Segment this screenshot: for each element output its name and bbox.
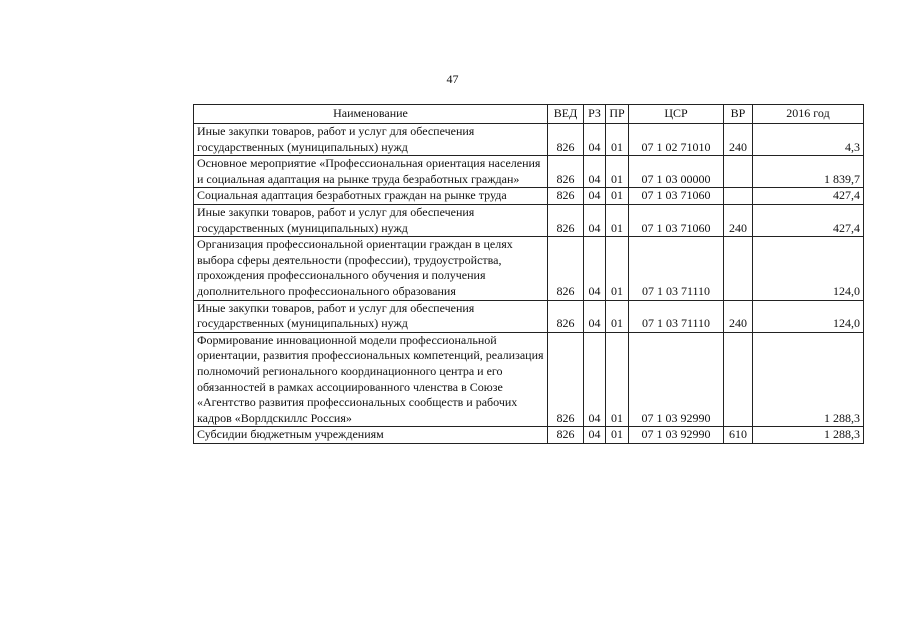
row-vr: 610 [724,427,753,444]
row-csr: 07 1 03 71060 [629,204,724,236]
row-csr: 07 1 03 71110 [629,237,724,300]
row-name: Субсидии бюджетным учреждениям [194,427,548,444]
row-pr: 01 [606,332,629,427]
row-csr: 07 1 02 71010 [629,124,724,156]
row-vr [724,156,753,188]
table-row [194,204,864,236]
row-ved: 826 [548,427,584,444]
row-value: 124,0 [753,300,864,332]
row-name: Иные закупки товаров, работ и услуг для обеспечения государственных (муниципальных) нужд [194,204,548,236]
header-ved: ВЕД [548,105,584,124]
row-vr [724,188,753,205]
row-rz: 04 [584,300,606,332]
row-csr: 07 1 03 71060 [629,188,724,205]
budget-table [193,104,864,444]
row-vr: 240 [724,300,753,332]
header-year: 2016 год [753,105,864,124]
header-csr: ЦСР [629,105,724,124]
header-pr: ПР [606,105,629,124]
row-ved: 826 [548,332,584,427]
row-csr: 07 1 03 92990 [629,332,724,427]
row-name: Социальная адаптация безработных граждан на рынке труда [194,188,548,205]
row-csr: 07 1 03 71110 [629,300,724,332]
table-row [194,188,864,205]
table-row [194,300,864,332]
row-rz: 04 [584,237,606,300]
row-value: 427,4 [753,204,864,236]
row-pr: 01 [606,427,629,444]
row-ved: 826 [548,156,584,188]
row-pr: 01 [606,124,629,156]
row-vr: 240 [724,204,753,236]
table-header-row [194,105,864,124]
row-rz: 04 [584,332,606,427]
table-row [194,156,864,188]
row-vr [724,237,753,300]
row-name: Организация профессиональной ориентации граждан в целях выбора сферы деятельности (профессии), трудоустройства, прохождения профессионального обучения и получения дополнительного профессионального образования [194,237,548,300]
row-rz: 04 [584,188,606,205]
row-ved: 826 [548,237,584,300]
row-pr: 01 [606,300,629,332]
table-row [194,237,864,300]
table-row [194,332,864,427]
header-rz: РЗ [584,105,606,124]
table-row [194,427,864,444]
page-number: 47 [446,72,459,86]
row-value: 427,4 [753,188,864,205]
row-vr [724,332,753,427]
row-value: 124,0 [753,237,864,300]
row-value: 4,3 [753,124,864,156]
row-value: 1 839,7 [753,156,864,188]
header-vr: ВР [724,105,753,124]
row-pr: 01 [606,204,629,236]
header-name: Наименование [194,105,548,124]
row-csr: 07 1 03 92990 [629,427,724,444]
row-pr: 01 [606,237,629,300]
row-pr: 01 [606,188,629,205]
row-ved: 826 [548,124,584,156]
table-row [194,124,864,156]
row-name: Иные закупки товаров, работ и услуг для обеспечения государственных (муниципальных) нужд [194,300,548,332]
row-ved: 826 [548,204,584,236]
row-ved: 826 [548,188,584,205]
row-rz: 04 [584,427,606,444]
row-name: Иные закупки товаров, работ и услуг для обеспечения государственных (муниципальных) нужд [194,124,548,156]
row-value: 1 288,3 [753,332,864,427]
row-pr: 01 [606,156,629,188]
row-rz: 04 [584,156,606,188]
row-ved: 826 [548,300,584,332]
row-name: Основное мероприятие «Профессиональная ориентация населения и социальная адаптация на рынке труда безработных граждан» [194,156,548,188]
row-rz: 04 [584,204,606,236]
row-csr: 07 1 03 00000 [629,156,724,188]
row-name: Формирование инновационной модели профессиональной ориентации, развития профессиональных компетенций, реализация полномочий регионального координационного центра и его обязанностей в рамках ассоциированного членства в Союзе «Агентство развития профессиональных сообществ и рабочих кадров «Ворлдскиллс Россия» [194,332,548,427]
row-rz: 04 [584,124,606,156]
row-vr: 240 [724,124,753,156]
row-value: 1 288,3 [753,427,864,444]
